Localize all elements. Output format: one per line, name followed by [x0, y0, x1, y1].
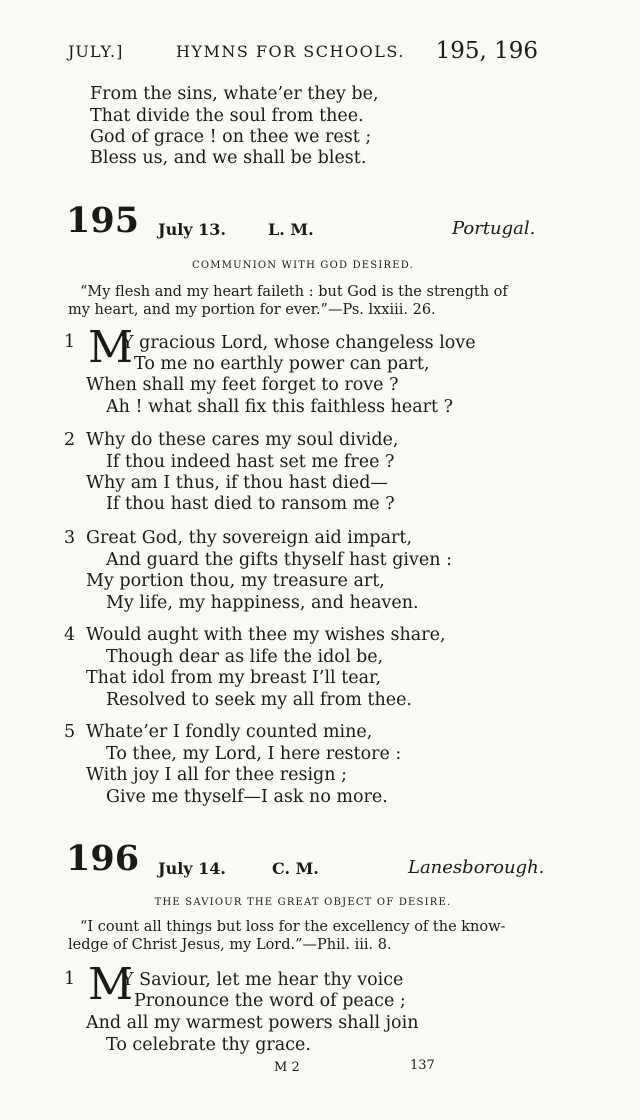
hymn-subject: COMMUNION WITH GOD DESIRED.: [192, 260, 414, 271]
verse-line: And guard the gifts thyself hast given :: [106, 550, 453, 570]
hymn-number: 195: [66, 200, 140, 241]
verse-line: Y Saviour, let me hear thy voice: [122, 970, 404, 990]
verse-line: Give me thyself—I ask no more.: [106, 787, 388, 807]
verse-line: To me no earthly power can part,: [134, 354, 430, 374]
verse-line: Though dear as life the idol be,: [106, 647, 384, 667]
verse-line: That idol from my breast I’ll tear,: [86, 668, 382, 688]
verse-line: Bless us, and we shall be blest.: [90, 148, 367, 168]
running-head: [68, 38, 538, 66]
verse-line: That divide the soul from thee.: [90, 106, 364, 126]
verse-line: When shall my feet forget to rove ?: [86, 375, 399, 395]
verse-line: Y gracious Lord, whose changeless love: [122, 333, 476, 353]
verse-line: With joy I all for thee resign ;: [86, 765, 347, 785]
verse-line: Whate’er I fondly counted mine,: [86, 722, 373, 742]
verse-number: 3: [64, 528, 76, 548]
epigraph-line: “My flesh and my heart faileth : but God is the strength of: [80, 284, 508, 300]
hymn-meter: L. M.: [268, 220, 314, 239]
verse-line: Would aught with thee my wishes share,: [86, 625, 446, 645]
running-head-title: HYMNS FOR SCHOOLS.: [176, 42, 405, 61]
epigraph-line: my heart, and my portion for ever.”—Ps. lxxiii. 26.: [68, 302, 436, 318]
verse-line: Pronounce the word of peace ;: [134, 991, 406, 1011]
verse-line: Why do these cares my soul divide,: [86, 430, 399, 450]
verse-line: My portion thou, my treasure art,: [86, 571, 385, 591]
hymn-meter: C. M.: [272, 859, 319, 878]
verse-line: Why am I thus, if thou hast died—: [86, 473, 388, 493]
verse-line: And all my warmest powers shall join: [86, 1013, 419, 1033]
hymn-tune: Lanesborough.: [408, 857, 545, 878]
verse-number: 1: [64, 969, 76, 989]
verse-number: 2: [64, 430, 76, 450]
verse-line: Ah ! what shall fix this faithless heart ?: [106, 397, 454, 417]
epigraph-line: ledge of Christ Jesus, my Lord.”—Phil. iii. 8.: [68, 937, 392, 953]
signature-mark: M 2: [274, 1060, 300, 1075]
hymn-date: July 14.: [158, 859, 226, 878]
verse-line: God of grace ! on thee we rest ;: [90, 127, 372, 147]
verse-line: If thou hast died to ransom me ?: [106, 494, 395, 514]
verse-line: From the sins, whate’er they be,: [90, 84, 379, 104]
verse-line: Resolved to seek my all from thee.: [106, 690, 412, 710]
verse-line: To thee, my Lord, I here restore :: [106, 744, 402, 764]
drop-cap: M: [88, 959, 134, 1010]
running-head-hymn-numbers: 195, 196: [435, 38, 538, 64]
hymn-tune: Portugal.: [452, 218, 536, 239]
page-number: 137: [410, 1058, 435, 1073]
hymn-number: 196: [66, 838, 140, 879]
hymn-date: July 13.: [158, 220, 226, 239]
running-head-month: JULY.]: [68, 42, 124, 61]
epigraph-line: “I count all things but loss for the excellency of the know-: [80, 919, 506, 935]
verse-line: To celebrate thy grace.: [106, 1035, 311, 1055]
verse-line: If thou indeed hast set me free ?: [106, 452, 395, 472]
verse-line: My life, my happiness, and heaven.: [106, 593, 419, 613]
verse-number: 5: [64, 722, 76, 742]
drop-cap: M: [88, 322, 134, 373]
verse-number: 1: [64, 332, 76, 352]
verse-line: Great God, thy sovereign aid impart,: [86, 528, 413, 548]
hymn-subject: THE SAVIOUR THE GREAT OBJECT OF DESIRE.: [154, 897, 452, 908]
verse-number: 4: [64, 625, 76, 645]
